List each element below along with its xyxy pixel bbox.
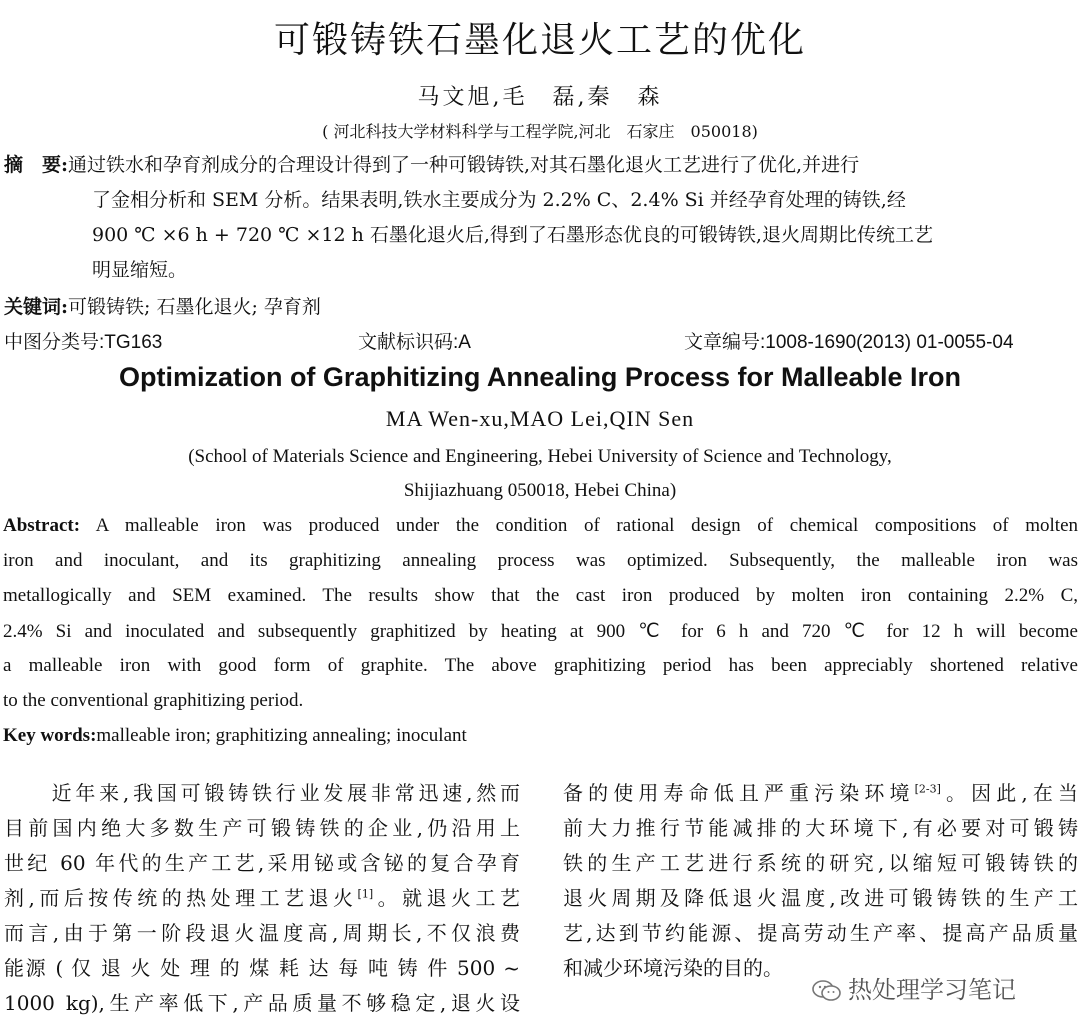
body-line: 近年来,我国可锻铸铁行业发展非常迅速,然而 [4,781,520,805]
wechat-icon [812,979,842,1003]
body-line: 能源 ( 仅 退 火 处 理 的 煤 耗 达 每 吨 铸 件 500 ~ [4,956,520,980]
body-line: 前大力推行节能减排的大环境下,有必要对可锻铸 [563,816,1078,840]
abstract-en-label: Abstract: [3,515,81,536]
abstract-en-line: metallogically and SEM examined. The results show that the cast iron produced by molten iron containing 2.2% C, [3,585,1078,606]
abstract-en-line: a malleable iron with good form of graphite. The above graphitizing period has been appreciably shortened relative [3,655,1078,676]
body-line: 目前国内绝大多数生产可锻铸铁的企业,仍沿用上 [4,816,520,840]
authors-cn: 马文旭,毛 磊,秦 森 [417,85,663,110]
abstract-en-line: to the conventional graphitizing period. [3,690,304,711]
body-line: 剂,而后按传统的热处理工艺退火[1]。就退火工艺 [4,886,521,910]
citation-ref: [2-3] [914,782,941,796]
affiliation-en-line2: Shijiazhuang 050018, Hebei China) [403,480,677,501]
abstract-en-line: iron and inoculant, and its graphitizing annealing process was optimized. Subsequently, the malleable iron was [3,550,1078,571]
document-code: 文献标识码:A [358,332,471,353]
paper-title-en: Optimization of Graphitizing Annealing Process for Malleable Iron [118,362,962,392]
keywords-en-label: Key words: [3,725,97,746]
citation-ref: [1] [357,887,374,901]
body-line: 而言,由于第一阶段退火温度高,周期长,不仅浪费 [4,921,520,945]
keywords-en [3,725,1078,747]
abstract-en-line: Abstract: A malleable iron was produced under the condition of rational design of chemical compositions of molten [3,515,1079,536]
abstract-cn-line: 通过铁水和孕育剂成分的合理设计得到了一种可锻铸铁,对其石墨化退火工艺进行了优化,并进行 [68,154,860,176]
abstract-cn-line: 明显缩短。 [92,259,188,281]
watermark [812,970,1016,1005]
keywords-cn-text: 可锻铸铁; 石墨化退火; 孕育剂 [68,296,321,318]
keywords-cn [4,292,1078,319]
watermark-text: 热处理学习笔记 [848,976,1016,1004]
abstract-cn-line: 900 ℃ ×6 h + 720 ℃ ×12 h 石墨化退火后,得到了石墨形态优良的可锻铸铁,退火周期比传统工艺 [92,224,933,246]
abstract-en-line: 2.4% Si and inoculated and subsequently graphitized by heating at 900 ℃ for 6 h and 720 ℃ for 12 h will become [3,621,1078,642]
body-line: 1000 kg),生产率低下,产品质量不够稳定,退火设 [4,991,520,1015]
body-line: 铁的生产工艺进行系统的研究,以缩短可锻铸铁的 [563,851,1078,875]
body-line: 和减少环境污染的目的。 [563,956,783,980]
authors-en: MA Wen-xu,MAO Lei,QIN Sen [385,406,695,431]
abstract-cn-line: 了金相分析和 SEM 分析。结果表明,铁水主要成分为 2.2% C、2.4% Si 并经孕育处理的铸铁,经 [92,189,906,211]
clc-number: 中图分类号:TG163 [4,332,163,353]
affiliation-cn: ( 河北科技大学材料科学与工程学院,河北 石家庄 050018) [322,122,758,141]
body-line: 退火周期及降低退火温度,改进可锻铸铁的生产工 [563,886,1078,910]
abstract-cn-label: 摘 要: [4,154,69,176]
paper-title-cn: 可锻铸铁石墨化退火工艺的优化 [273,20,806,61]
body-line: 备的使用寿命低且严重污染环境[2-3]。因此,在当 [563,781,1078,805]
keywords-cn-label: 关键词: [4,296,69,318]
article-number: 文章编号:1008-1690(2013) 01-0055-04 [684,332,1014,353]
body-line: 世纪 60 年代的生产工艺,采用铋或含铋的复合孕育 [4,851,520,875]
keywords-en-text: malleable iron; graphitizing annealing; inoculant [96,725,467,746]
body-line: 艺,达到节约能源、提高劳动生产率、提高产品质量 [563,921,1078,945]
affiliation-en-line1: (School of Materials Science and Engineering, Hebei University of Science and Technology, [188,446,892,467]
